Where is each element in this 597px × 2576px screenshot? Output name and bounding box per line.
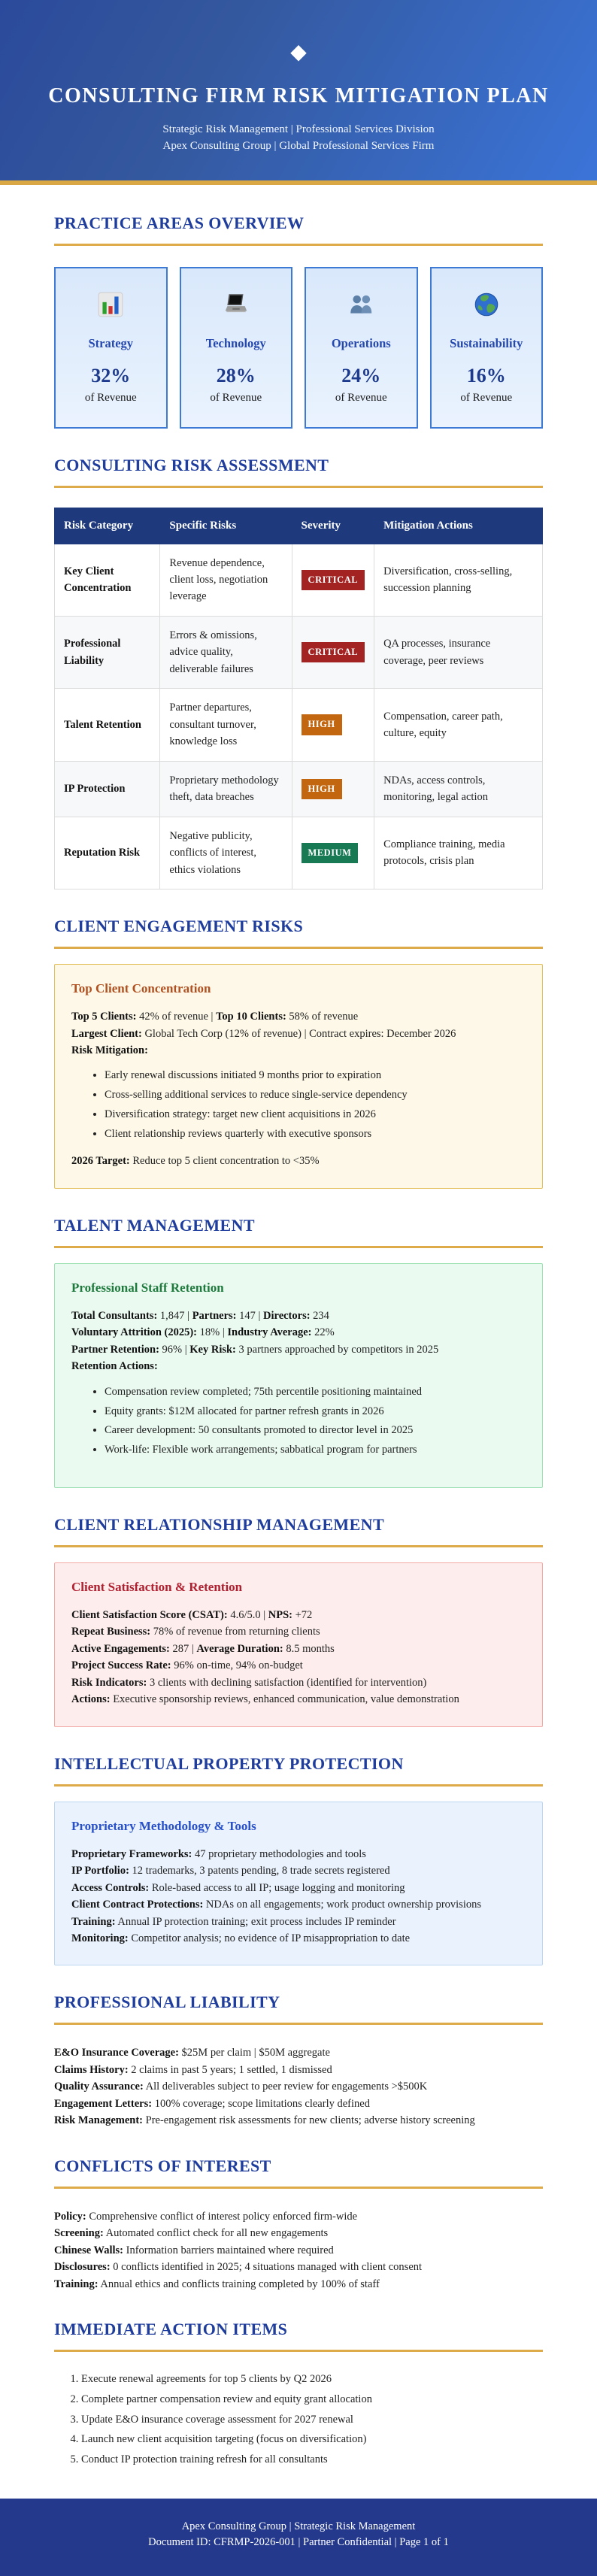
info-line [54,2078,543,2095]
practice-area-label: Operations [331,335,391,350]
practice-area-card [305,267,418,429]
panel-lines [71,1846,526,1947]
field-value: 234 [310,1309,329,1322]
mitigation-actions-cell: Compliance training, media protocols, crisis plan [374,817,543,889]
section-heading-liability: PROFESSIONAL LIABILITY [54,1993,280,2012]
practice-areas-section [54,214,543,429]
panel-title: Top Client Concentration [71,981,211,996]
severity-badge: CRITICAL [302,570,365,590]
field-value: +72 [292,1608,313,1621]
gold-divider [54,2187,543,2189]
mitigation-actions-cell: NDAs, access controls, monitoring, legal action [374,761,543,817]
field-label: NPS: [268,1608,292,1621]
list-item: • Career development: 50 consultants promoted to director level in 2025 [105,1423,526,1439]
gold-divider [54,1784,543,1787]
severity-badge: HIGH [302,779,342,799]
field-label: Claims History: [54,2063,129,2076]
practice-area-label: Technology [205,335,266,350]
panel-title: Client Satisfaction & Retention [71,1579,243,1594]
footer-line-1: Apex Consulting Group | Strategic Risk Management [181,2520,416,2532]
risk-category-cell: IP Protection [55,761,160,817]
specific-risks-cell: Errors & omissions, advice quality, deliverable failures [160,616,292,688]
bar-chart-icon [60,289,162,320]
info-line [71,1008,526,1025]
severity-cell [292,544,374,616]
field-label: Client Contract Protections: [71,1899,204,1911]
practice-area-card [54,267,168,429]
practice-area-caption: of Revenue [460,391,513,404]
table-row [55,544,543,616]
panel-lines [71,1607,526,1708]
field-value: 78% of revenue from returning clients [150,1626,320,1638]
info-line [71,1607,526,1623]
field-value: 42% of revenue | [136,1011,217,1023]
field-value: Comprehensive conflict of interest policy enforced firm-wide [86,2210,358,2223]
field-value: Information barriers maintained where required [123,2244,334,2256]
section-heading-conflicts: CONFLICTS OF INTEREST [54,2156,271,2175]
info-line [71,1341,526,1358]
field-label: Key Risk: [189,1343,236,1356]
info-line [71,1914,526,1930]
info-line [54,2044,543,2061]
panel-bullet-list [71,1384,526,1459]
field-value: 96% on-time, 94% on-budget [171,1659,303,1672]
list-item: • Client relationship reviews quarterly with executive sponsors [105,1126,526,1143]
practice-area-label: Strategy [88,335,134,350]
specific-risks-cell: Proprietary methodology theft, data breaches [160,761,292,817]
practice-area-caption: of Revenue [84,391,137,404]
practice-area-cards [54,267,543,429]
info-line [71,1880,526,1896]
risk-category-cell: Talent Retention [55,689,160,761]
section-heading-client-engagement: CLIENT ENGAGEMENT RISKS [54,917,304,936]
table-row [55,689,543,761]
specific-risks-cell: Negative publicity, conflicts of interest, ethics violations [160,817,292,889]
client-concentration-panel [54,964,543,1189]
practice-area-percentage: 16% [466,364,506,386]
field-label: Client Satisfaction Score (CSAT): [71,1608,228,1621]
list-item: 3. Update E&O insurance coverage assessment for 2027 renewal [81,2412,543,2429]
info-line [71,1042,526,1059]
action-items-section [54,2320,543,2468]
panel-bullet-list [71,1068,526,1142]
info-line [71,1324,526,1341]
info-line [71,1641,526,1657]
info-line [54,2096,543,2112]
conflicts-lines [54,2208,543,2293]
field-value: 1,847 | [157,1309,192,1322]
severity-badge: HIGH [302,714,342,735]
table-header-row [55,508,543,544]
list-item: • Equity grants: $12M allocated for partner refresh grants in 2026 [105,1404,526,1420]
severity-cell [292,817,374,889]
field-label: Risk Indicators: [71,1676,147,1689]
field-label: IP Portfolio: [71,1865,129,1877]
field-label: Partners: [192,1309,237,1322]
info-line [54,2276,543,2293]
client-satisfaction-panel [54,1562,543,1727]
field-label: Quality Assurance: [54,2080,144,2093]
field-label: Partner Retention: [71,1343,159,1356]
severity-badge: MEDIUM [302,843,359,863]
list-item: • Diversification strategy: target new client acquisitions in 2026 [105,1107,526,1123]
document-header [0,0,597,185]
info-line [71,1657,526,1674]
globe-icon [436,289,538,320]
info-line [71,1846,526,1862]
document-footer [0,2499,597,2576]
header-subtitle-2: Apex Consulting Group | Global Professional Services Firm [162,139,435,152]
field-value: 58% of revenue [286,1011,359,1023]
list-item: • Early renewal discussions initiated 9 months prior to expiration [105,1068,526,1084]
field-label: Risk Management: [54,2114,144,2127]
list-item: 2. Complete partner compensation review and equity grant allocation [81,2392,543,2408]
field-value: 4.6/5.0 | [227,1608,268,1621]
field-label: Chinese Walls: [54,2244,123,2256]
field-value: Reduce top 5 client concentration to <35% [129,1155,320,1168]
field-label: Active Engagements: [71,1642,170,1655]
field-label: Disclosures: [54,2261,111,2274]
practice-area-label: Sustainability [450,335,523,350]
field-label: Repeat Business: [71,1626,151,1638]
field-value: 22% [311,1326,335,1339]
document-body [0,185,597,2468]
field-value: 8.5 months [283,1642,335,1655]
field-value: 2 claims in past 5 years; 1 settled, 1 dismissed [128,2063,332,2076]
risk-category-cell: Reputation Risk [55,817,160,889]
severity-badge: CRITICAL [302,642,365,662]
proprietary-methodology-panel [54,1802,543,1966]
practice-area-percentage: 24% [341,364,381,386]
info-line [54,2259,543,2275]
client-relationship-section [54,1515,543,1727]
column-header: Risk Category [55,508,160,544]
list-item: • Work-life: Flexible work arrangements; sabbatical program for partners [105,1442,526,1459]
liability-lines [54,2044,543,2129]
field-value: Role-based access to all IP; usage logging and monitoring [149,1881,405,1894]
panel-title: Proprietary Methodology & Tools [71,1818,256,1833]
info-line [54,2242,543,2259]
list-item: 5. Conduct IP protection training refresh for all consultants [81,2452,543,2468]
ip-protection-section [54,1754,543,1966]
field-value: 0 conflicts identified in 2025; 4 situations managed with client consent [110,2261,423,2274]
header-subtitle-1: Strategic Risk Management | Professional Services Division [162,123,435,135]
section-heading-practice-areas: PRACTICE AREAS OVERVIEW [54,213,305,232]
practice-area-percentage: 28% [216,364,256,386]
risk-category-cell: Professional Liability [55,616,160,688]
specific-risks-cell: Revenue dependence, client loss, negotiation leverage [160,544,292,616]
field-label: Risk Mitigation: [71,1044,148,1056]
specific-risks-cell: Partner departures, consultant turnover, knowledge loss [160,689,292,761]
field-value: Global Tech Corp (12% of revenue) | Contract expires: December 2026 [141,1027,456,1040]
field-label: Retention Actions: [71,1360,158,1373]
table-header-row [55,508,543,544]
practice-area-card [430,267,544,429]
section-heading-crm: CLIENT RELATIONSHIP MANAGEMENT [54,1514,385,1534]
field-label: E&O Insurance Coverage: [54,2047,179,2059]
column-header: Severity [292,508,374,544]
gold-divider [54,947,543,949]
field-label: Voluntary Attrition (2025): [71,1326,198,1339]
conflicts-of-interest-section [54,2156,543,2293]
field-label: Project Success Rate: [71,1659,171,1672]
practice-area-caption: of Revenue [210,391,262,404]
field-value: 47 proprietary methodologies and tools [192,1847,366,1860]
staff-retention-panel [54,1263,543,1488]
field-label: 2026 Target: [71,1155,130,1168]
gold-divider [54,1246,543,1248]
table-row [55,761,543,817]
practice-area-caption: of Revenue [335,391,387,404]
section-heading-risk-assessment: CONSULTING RISK ASSESSMENT [54,455,329,474]
info-line [54,2112,543,2129]
section-heading-talent: TALENT MANAGEMENT [54,1215,255,1235]
field-label: Engagement Letters: [54,2097,153,2110]
field-label: Actions: [71,1693,111,1706]
field-label: Screening: [54,2227,104,2240]
field-value: $25M per claim | $50M aggregate [178,2047,330,2059]
table-row [55,616,543,688]
section-heading-action-items: IMMEDIATE ACTION ITEMS [54,2320,288,2339]
field-value: All deliverables subject to peer review for engagements >$500K [143,2080,428,2093]
gold-divider [54,1545,543,1547]
diamond-icon: ◆ [290,41,307,64]
field-value: 3 clients with declining satisfaction (identified for intervention) [147,1676,427,1689]
info-line [71,1896,526,1913]
panel-lines [71,1008,526,1059]
field-value: 147 | [236,1309,264,1322]
footer-line-2: Document ID: CFRMP-2026-001 | Partner Confidential | Page 1 of 1 [148,2535,449,2548]
column-header: Mitigation Actions [374,508,543,544]
field-label: Industry Average: [227,1326,312,1339]
mitigation-actions-cell: Diversification, cross-selling, succession planning [374,544,543,616]
table-row [55,817,543,889]
field-value: 12 trademarks, 3 patents pending, 8 trade secrets registered [129,1865,390,1877]
info-line [71,1674,526,1691]
people-icon [311,289,412,320]
mitigation-actions-cell: Compensation, career path, culture, equity [374,689,543,761]
laptop-icon [186,289,287,320]
info-line [71,1623,526,1640]
info-line [71,1153,526,1169]
list-item: • Compensation review completed; 75th percentile positioning maintained [105,1384,526,1401]
field-label: Directors: [263,1309,311,1322]
column-header: Specific Risks [160,508,292,544]
severity-cell [292,689,374,761]
field-label: Top 5 Clients: [71,1011,137,1023]
field-value: Annual IP protection training; exit process includes IP reminder [115,1915,396,1928]
severity-cell [292,761,374,817]
field-value: 18% | [197,1326,228,1339]
client-engagement-section [54,917,543,1189]
panel-lines [71,1153,526,1169]
list-item: 1. Execute renewal agreements for top 5 clients by Q2 2026 [81,2371,543,2388]
severity-cell [292,616,374,688]
gold-divider [54,2350,543,2352]
info-line [71,1308,526,1324]
info-line [71,1691,526,1708]
action-item-list [54,2371,543,2468]
field-value: 3 partners approached by competitors in 2025 [235,1343,439,1356]
field-value: Annual ethics and conflicts training completed by 100% of staff [98,2277,380,2290]
field-label: Total Consultants: [71,1309,158,1322]
field-label: Training: [54,2277,98,2290]
field-label: Training: [71,1915,116,1928]
field-label: Monitoring: [71,1932,129,1944]
gold-divider [54,244,543,246]
field-value: 96% | [159,1343,190,1356]
info-line [54,2062,543,2078]
professional-liability-section [54,1993,543,2129]
page-title: CONSULTING FIRM RISK MITIGATION PLAN [48,84,549,108]
field-label: Access Controls: [71,1881,150,1894]
field-value: Automated conflict check for all new engagements [103,2227,329,2240]
field-value: NDAs on all engagements; work product ownership provisions [203,1899,481,1911]
mitigation-actions-cell: QA processes, insurance coverage, peer reviews [374,616,543,688]
field-value: Competitor analysis; no evidence of IP misappropriation to date [128,1932,411,1944]
info-line [71,1930,526,1947]
gold-divider [54,486,543,488]
list-item: 4. Launch new client acquisition targeting (focus on diversification) [81,2432,543,2448]
practice-area-percentage: 32% [91,364,131,386]
info-line [71,1026,526,1042]
panel-lines [71,1308,526,1375]
field-label: Proprietary Frameworks: [71,1847,192,1860]
field-label: Largest Client: [71,1027,142,1040]
risk-assessment-table [54,508,543,890]
info-line [54,2208,543,2225]
info-line [71,1358,526,1374]
field-label: Policy: [54,2210,86,2223]
field-label: Top 10 Clients: [216,1011,286,1023]
gold-divider [54,2023,543,2025]
field-value: Pre-engagement risk assessments for new clients; adverse history screening [143,2114,475,2127]
field-value: 287 | [169,1642,197,1655]
practice-area-card [180,267,293,429]
section-heading-ip: INTELLECTUAL PROPERTY PROTECTION [54,1753,404,1773]
risk-assessment-section [54,456,543,890]
info-line [54,2225,543,2241]
field-value: 100% coverage; scope limitations clearly defined [152,2097,370,2110]
list-item: • Cross-selling additional services to reduce single-service dependency [105,1087,526,1104]
talent-management-section [54,1216,543,1488]
panel-title: Professional Staff Retention [71,1280,224,1295]
field-value: Executive sponsorship reviews, enhanced communication, value demonstration [110,1693,459,1706]
field-label: Average Duration: [196,1642,283,1655]
info-line [71,1862,526,1879]
risk-category-cell: Key Client Concentration [55,544,160,616]
